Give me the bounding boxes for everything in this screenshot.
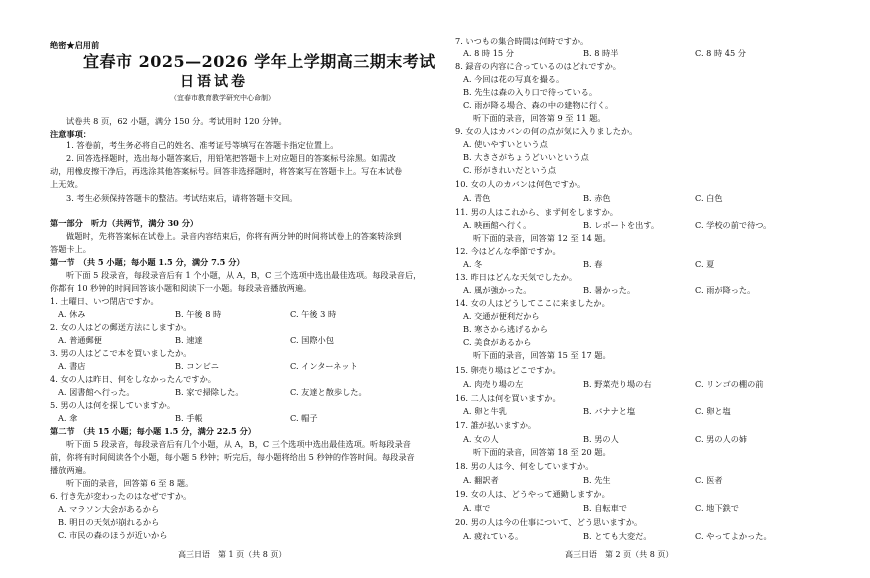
section2-instruction: 前，你将有时间阅读各个小题，每小题 5 秒钟；听完后，每小题将给出 5 秒钟的作答时间。每段录音 [50, 452, 415, 462]
listen-instruction: 听下面的录音，回答第 15 至 17 题。 [473, 350, 611, 360]
question-stem: 2. 女の人はどの郵送方法にしますか。 [50, 322, 192, 332]
option-a: A. マラソン大会があるから [58, 504, 160, 514]
option-a: A. 冬 [463, 259, 483, 269]
option-a: A. 8 時 15 分 [463, 48, 514, 58]
option-b: B. バナナと塩 [583, 406, 636, 416]
option-c: C. やってよかった。 [695, 531, 772, 541]
option-b: B. 春 [583, 259, 603, 269]
option-a: A. 休み [58, 309, 86, 319]
page-footer: 高三日语 第 2 页（共 8 页） [565, 550, 674, 559]
option-a: A. 風が強かった。 [463, 285, 532, 295]
question-stem: 18. 男の人は今、何をしていますか。 [455, 461, 594, 471]
option-a: A. 疲れている。 [463, 531, 524, 541]
option-a: A. 普通郵便 [58, 335, 102, 345]
section2-instruction: 播放两遍。 [50, 465, 91, 475]
option-a: A. 卵と牛乳 [463, 406, 507, 416]
option-c: C. 国際小包 [290, 335, 334, 345]
option-c: C. 友達と散歩した。 [290, 387, 367, 397]
question-stem: 10. 女の人のカバンは何色ですか。 [455, 179, 586, 189]
option-b: B. コンビニ [175, 361, 219, 371]
option-c: C. 白色 [695, 193, 723, 203]
note-line: 1. 答卷前，考生务必将自己的姓名、准考证号等填写在答题卡指定位置上。 [66, 140, 339, 150]
option-b: B. 先生は森の入り口で待っている。 [463, 87, 598, 97]
option-b: B. 自転車で [583, 503, 627, 513]
question-stem: 5. 男の人は何を探していますか。 [50, 400, 176, 410]
question-stem: 15. 卵売り場はどこですか。 [455, 365, 561, 375]
question-stem: 11. 男の人はこれから、まず何をしますか。 [455, 207, 618, 217]
option-c: C. 医者 [695, 475, 723, 485]
listen-instruction: 听下面的录音，回答第 9 至 11 题。 [473, 113, 606, 123]
option-b: B. 暑かった。 [583, 285, 636, 295]
option-c: C. 形がきれいだという点 [463, 165, 557, 175]
option-c: C. 男の人の姉 [695, 434, 748, 444]
option-a: A. 書店 [58, 361, 86, 371]
option-a: A. 青色 [463, 193, 491, 203]
option-a: A. 使いやすいという点 [463, 139, 548, 149]
option-c: C. 美食があるから [463, 337, 532, 347]
option-b: B. とても大変だ。 [583, 531, 652, 541]
confidential-label: 绝密★启用前 [50, 40, 100, 50]
option-c: C. インターネット [290, 361, 358, 371]
option-b: B. 家で掃除した。 [175, 387, 244, 397]
question-stem: 8. 録音の内容に合っているのはどれですか。 [455, 61, 621, 71]
option-c: C. 学校の前で待つ。 [695, 220, 772, 230]
note-line: 动，用橡皮擦干净后，再选涂其他答案标号。回答非选择题时，将答案写在答题卡上。写在本试卷 [50, 166, 403, 176]
exam-title: 宜春市 2025—2026 学年上学期高三期末考试 [83, 52, 436, 71]
question-stem: 4. 女の人は昨日、何をしなかったんですか。 [50, 374, 216, 384]
option-b: B. 速達 [175, 335, 203, 345]
note-line: 上无效。 [50, 179, 83, 189]
option-a: A. 肉売り場の左 [463, 379, 524, 389]
option-a: A. 映画館へ行く。 [463, 220, 532, 230]
page-footer: 高三日语 第 1 页（共 8 页） [178, 550, 287, 559]
question-stem: 9. 女の人はカバンの何の点が気に入りましたか。 [455, 126, 638, 136]
option-b: B. 手帳 [175, 413, 203, 423]
option-b: B. 明日の天気が崩れるから [58, 517, 160, 527]
option-a: A. 車で [463, 503, 491, 513]
option-b: B. 先生 [583, 475, 611, 485]
question-stem: 12. 今はどんな季節ですか。 [455, 246, 561, 256]
option-b: B. 8 時半 [583, 48, 619, 58]
section1-instruction: 听下面 5 段录音，每段录音后有 1 个小题，从 A，B，C 三个选项中选出最佳选项。每段录音后， [66, 270, 422, 280]
option-b: B. 大きさがちょうどいいという点 [463, 152, 589, 162]
option-b: B. 男の人 [583, 434, 619, 444]
question-stem: 13. 昨日はどんな天気でしたか。 [455, 272, 578, 282]
listen-instruction: 听下面的录音，回答第 12 至 14 题。 [473, 233, 611, 243]
question-stem: 6. 行き先が変わったのはなぜですか。 [50, 491, 192, 501]
question-stem: 1. 土曜日、いつ閉店ですか。 [50, 296, 159, 306]
notes-heading: 注意事项： [50, 129, 91, 139]
listen-instruction: 听下面的录音，回答第 6 至 8 题。 [66, 478, 194, 488]
option-a: A. 女の人 [463, 434, 499, 444]
option-c: C. 帽子 [290, 413, 318, 423]
note-line: 3. 考生必须保持答题卡的整洁。考试结束后，请将答题卡交回。 [66, 193, 298, 203]
option-a: A. 交通が便利だから [463, 311, 540, 321]
part1-heading: 第一部分 听力（共两节，满分 30 分） [50, 218, 199, 228]
option-a: A. 傘 [58, 413, 78, 423]
option-c: C. 雨が降った。 [695, 285, 756, 295]
option-c: C. 市民の森のほうが近いから [58, 530, 168, 540]
option-b: B. 午後 8 時 [175, 309, 222, 319]
option-b: B. レポートを出す。 [583, 220, 660, 230]
option-c: C. 地下鉄で [695, 503, 739, 513]
question-stem: 17. 誰が払いますか。 [455, 420, 537, 430]
exam-info: 试卷共 8 页，62 小题，满分 150 分。考试用时 120 分钟。 [66, 116, 287, 126]
note-line: 2. 回答选择题时，选出每小题答案后，用铅笔把答题卡上对应题目的答案标号涂黑。如需改 [66, 153, 396, 163]
section2-instruction: 听下面 5 段录音，每段录音后有几个小题，从 A，B，C 三个选项中选出最佳选项。听每段录音 [66, 439, 411, 449]
option-c: C. 8 時 45 分 [695, 48, 746, 58]
question-stem: 20. 男の人は今の仕事について、どう思いますか。 [455, 517, 643, 527]
option-a: A. 図書館へ行った。 [58, 387, 135, 397]
option-b: B. 寒さから逃げるから [463, 324, 548, 334]
organizer: （宜春市教育教学研究中心命制） [170, 94, 275, 102]
section2-heading: 第二节 （共 15 小题；每小题 1.5 分，满分 22.5 分） [50, 426, 256, 436]
listen-instruction: 听下面的录音，回答第 18 至 20 题。 [473, 447, 611, 457]
question-stem: 3. 男の人はどこで本を買いましたか。 [50, 348, 192, 358]
option-b: B. 野菜売り場の右 [583, 379, 652, 389]
option-a: A. 翻訳者 [463, 475, 499, 485]
option-b: B. 赤色 [583, 193, 611, 203]
option-c: C. 夏 [695, 259, 715, 269]
question-stem: 19. 女の人は、どうやって通勤しますか。 [455, 489, 610, 499]
section1-heading: 第一节 （共 5 小题；每小题 1.5 分，满分 7.5 分） [50, 257, 245, 267]
part1-instruction: 做题时，先将答案标在试卷上。录音内容结束后，你将有两分钟的时间将试卷上的答案转涂到 [66, 231, 402, 241]
option-c: C. リンゴの棚の前 [695, 379, 764, 389]
page-2 [435, 0, 870, 578]
option-c: C. 午後 3 時 [290, 309, 337, 319]
exam-subtitle: 日语试卷 [180, 74, 248, 90]
question-stem: 14. 女の人はどうしてここに来ましたか。 [455, 298, 610, 308]
option-c: C. 卵と塩 [695, 406, 731, 416]
section1-instruction: 你都有 10 秒钟的时间回答该小题和阅读下一小题。每段录音播放两遍。 [50, 283, 312, 293]
part1-instruction: 答题卡上。 [50, 244, 91, 254]
question-stem: 16. 二人は何を買いますか。 [455, 393, 561, 403]
question-stem: 7. いつもの集合時間は何時ですか。 [455, 36, 589, 46]
option-a: A. 今回は花の写真を撮る。 [463, 74, 565, 84]
option-c: C. 雨が降る場合、森の中の建物に行く。 [463, 100, 614, 110]
